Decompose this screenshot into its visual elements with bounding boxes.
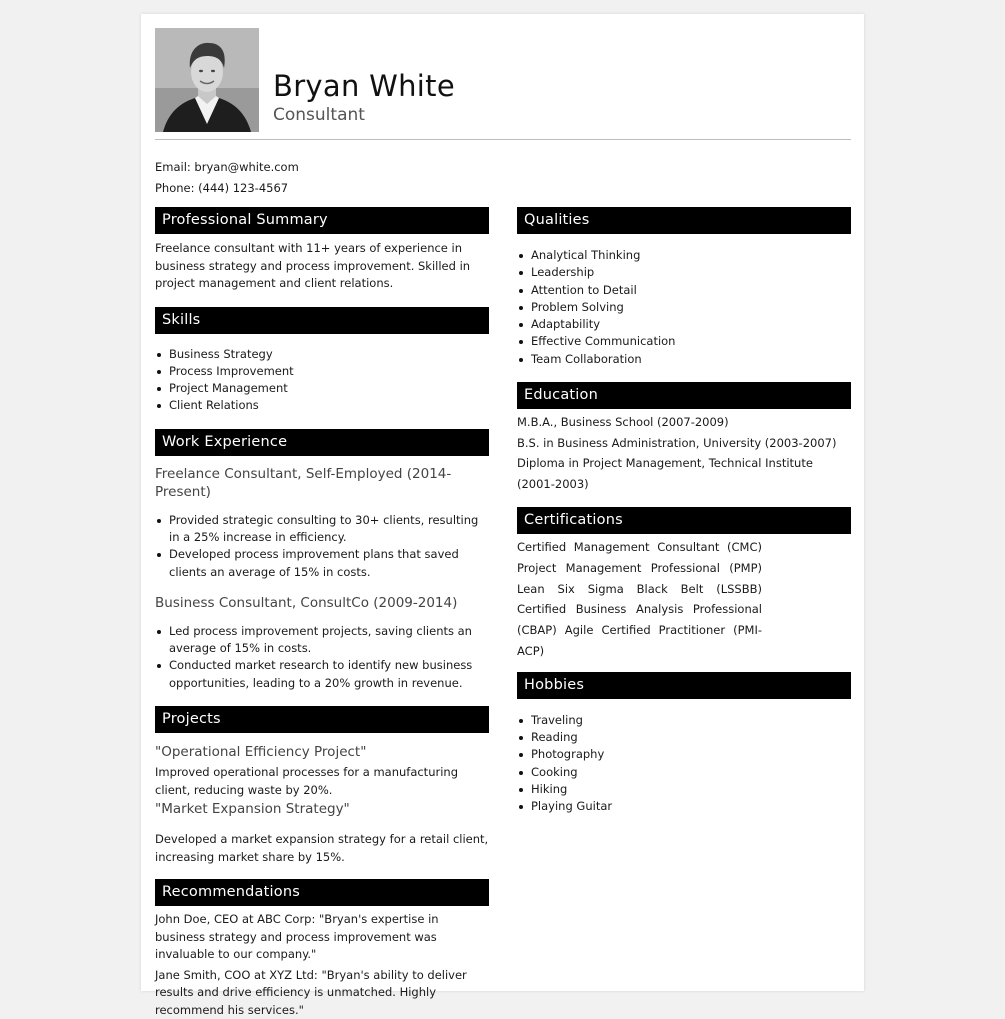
list-item: Led process improvement projects, saving clients an average of 15% in costs. [155,623,489,658]
resume-page [141,14,864,1017]
education-heading: Education [517,382,851,409]
person-photo-icon [155,28,259,132]
job-bullets [155,512,489,581]
project-title: "Operational Efficiency Project" [155,744,367,761]
job-title: Freelance Consultant, Self-Employed (2014-Present) [155,465,452,500]
list-item: Problem Solving [517,299,851,316]
list-item: Conducted market research to identify new business opportunities, leading to a 20% growth in revenue. [155,657,489,692]
email-line: Email: bryan@white.com [155,160,299,174]
recommendation-text: John Doe, CEO at ABC Corp: "Bryan's expertise in business strategy and process improvement was invaluable to our company." [155,912,439,962]
job-title: Business Consultant, ConsultCo (2009-2014) [155,594,458,611]
project-title: "Market Expansion Strategy" [155,801,350,818]
list-item: Attention to Detail [517,282,851,299]
list-item: Traveling [517,712,851,729]
hobbies-list [517,712,851,816]
project-text: Improved operational processes for a manufacturing client, reducing waste by 20%. [155,765,458,797]
recommendations-heading: Recommendations [155,879,489,906]
resume-header [155,28,851,140]
list-item: Process Improvement [155,363,489,380]
list-item: Effective Communication [517,333,851,350]
skills-list [155,346,489,415]
phone-line: Phone: (444) 123-4567 [155,181,289,195]
qualities-heading: Qualities [517,207,851,234]
list-item: Playing Guitar [517,798,851,815]
list-item: Provided strategic consulting to 30+ clients, resulting in a 25% increase in efficiency. [155,512,489,547]
job-bullets [155,623,489,692]
hobbies-heading: Hobbies [517,672,851,699]
summary-heading: Professional Summary [155,207,489,234]
project-text: Developed a market expansion strategy for a retail client, increasing market share by 15%. [155,832,489,864]
list-item: Cooking [517,764,851,781]
profile-photo [155,28,259,132]
list-item: Analytical Thinking [517,247,851,264]
person-title: Consultant [273,105,365,125]
list-item: Leadership [517,264,851,281]
left-column [155,207,489,1019]
qualities-list [517,247,851,368]
list-item: Client Relations [155,397,489,414]
list-item: Developed process improvement plans that saved clients an average of 15% in costs. [155,546,489,581]
experience-heading: Work Experience [155,429,489,456]
contact-info [155,157,299,199]
education-item: M.B.A., Business School (2007-2009) [517,415,729,430]
header-divider [155,139,851,140]
list-item: Hiking [517,781,851,798]
certifications-text: Certified Management Consultant (CMC) Project Management Professional (PMP) Lean Six Sigma Black Belt (LSSBB) Certified Business Analysis Professional (CBAP) Agile Certified Practitioner (PMI-ACP) [517,540,762,659]
projects-heading: Projects [155,706,489,733]
list-item: Team Collaboration [517,351,851,368]
skills-heading: Skills [155,307,489,334]
certifications-heading: Certifications [517,507,851,534]
right-column [517,207,851,816]
education-item: B.S. in Business Administration, University (2003-2007) [517,435,837,450]
list-item: Business Strategy [155,346,489,363]
education-item: Diploma in Project Management, Technical Institute (2001-2003) [517,456,813,491]
summary-text: Freelance consultant with 11+ years of experience in business strategy and process improvement. Skilled in project management and client relations. [155,241,471,290]
list-item: Adaptability [517,316,851,333]
person-name: Bryan White [273,69,455,103]
list-item: Photography [517,746,851,763]
list-item: Reading [517,729,851,746]
recommendation-text: Jane Smith, COO at XYZ Ltd: "Bryan's ability to deliver results and drive efficiency is unmatched. Highly recommend his services." [155,967,467,1017]
list-item: Project Management [155,380,489,397]
education-list [517,412,851,494]
